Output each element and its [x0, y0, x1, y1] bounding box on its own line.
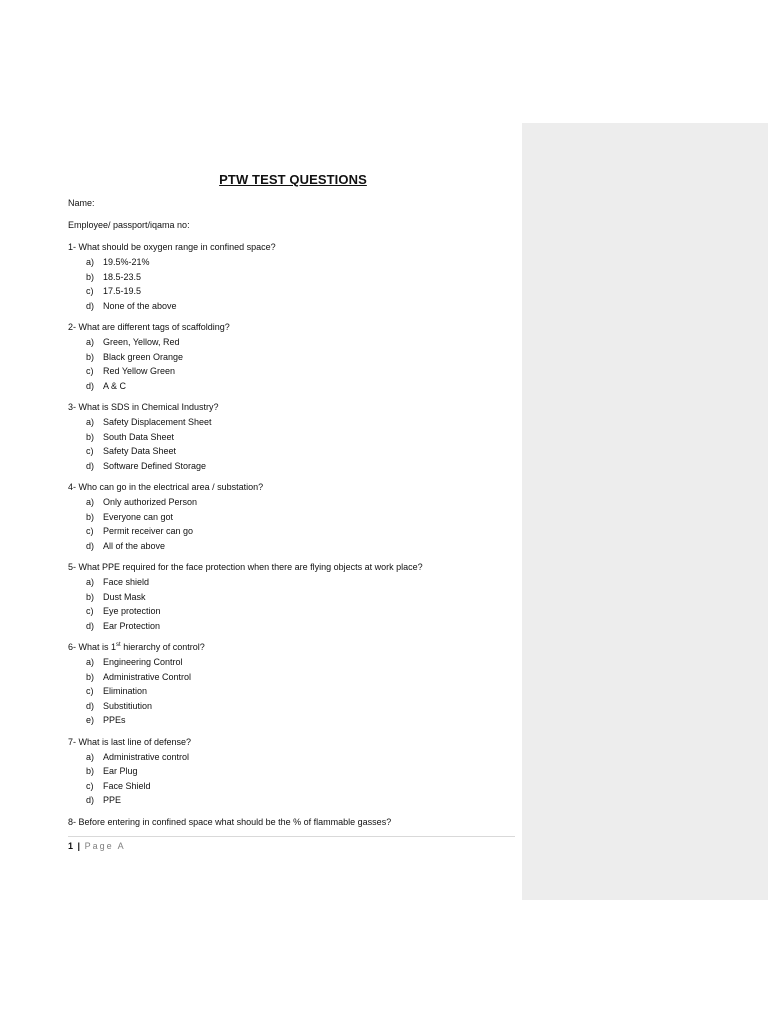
option-letter: c) — [86, 286, 94, 296]
question-7 — [68, 736, 518, 808]
option-letter: b) — [86, 511, 95, 522]
option-item — [68, 495, 518, 510]
option-text: Black green Orange — [103, 351, 184, 362]
option-text: Face shield — [103, 577, 150, 587]
question-8 — [68, 816, 518, 829]
option-letter: d) — [86, 380, 95, 391]
option-text: Everyone can got — [103, 511, 174, 522]
option-item — [68, 764, 518, 779]
option-letter: a) — [86, 751, 95, 762]
option-text: Administrative Control — [103, 671, 192, 682]
question-text: 3- What is SDS in Chemical Industry? — [68, 402, 219, 412]
option-item — [68, 619, 518, 634]
option-text: Ear Plug — [103, 766, 138, 776]
footer-divider — [68, 836, 515, 837]
comment-margin-panel — [522, 123, 768, 900]
option-text: Green, Yellow, Red — [103, 337, 180, 347]
option-letter: b) — [86, 671, 95, 682]
option-text: PPEs — [103, 715, 126, 725]
option-letter: b) — [86, 431, 95, 442]
option-letter: d) — [86, 795, 95, 805]
option-text: Engineering Control — [103, 657, 183, 667]
option-text: Substitiution — [103, 700, 153, 711]
question-text-start: 6- What is 1 — [68, 642, 117, 652]
question-2 — [68, 321, 518, 393]
option-item — [68, 299, 518, 314]
option-letter: a) — [86, 257, 95, 267]
question-text: 2- What are different tags of scaffolding? — [68, 322, 230, 332]
option-list — [68, 415, 518, 473]
option-letter: a) — [86, 577, 95, 587]
option-item — [68, 604, 518, 619]
question-6 — [68, 641, 518, 728]
option-item — [68, 379, 518, 394]
option-letter: c) — [86, 446, 94, 456]
option-text: Dust Mask — [103, 591, 146, 602]
option-list — [68, 495, 518, 553]
option-text: Red Yellow Green — [103, 366, 176, 376]
option-list — [68, 255, 518, 313]
option-text: 19.5%-21% — [103, 257, 150, 267]
option-text: Administrative control — [103, 751, 190, 762]
option-item — [68, 459, 518, 474]
option-text: 17.5-19.5 — [103, 286, 142, 296]
option-text: Safety Data Sheet — [103, 446, 177, 456]
option-letter: d) — [86, 300, 95, 311]
option-item — [68, 364, 518, 379]
option-letter: a) — [86, 417, 95, 427]
option-item — [68, 539, 518, 554]
option-list — [68, 335, 518, 393]
option-letter: b) — [86, 271, 95, 282]
option-item — [68, 670, 518, 685]
option-item — [68, 750, 518, 765]
question-text: 1- What should be oxygen range in confined space? — [68, 242, 276, 252]
option-item — [68, 575, 518, 590]
option-item — [68, 255, 518, 270]
option-text: Safety Displacement Sheet — [103, 417, 212, 427]
option-list — [68, 750, 518, 808]
option-letter: b) — [86, 766, 95, 776]
option-item — [68, 270, 518, 285]
question-text-end: hierarchy of control? — [120, 642, 205, 652]
option-list — [68, 655, 518, 728]
question-1 — [68, 241, 518, 313]
option-text: Software Defined Storage — [103, 460, 207, 471]
question-text: 8- Before entering in confined space what should be the % of flammable gasses? — [68, 816, 392, 827]
question-text — [68, 641, 518, 654]
option-item — [68, 524, 518, 539]
question-text: 4- Who can go in the electrical area / substation? — [68, 482, 264, 492]
option-letter: c) — [86, 686, 94, 696]
option-item — [68, 793, 518, 808]
option-letter: d) — [86, 540, 95, 551]
option-item — [68, 699, 518, 714]
option-item — [68, 713, 518, 728]
document-title: PTW TEST QUESTIONS — [219, 172, 367, 187]
option-item — [68, 430, 518, 445]
option-item — [68, 415, 518, 430]
option-text: None of the above — [103, 300, 177, 311]
employee-id-field-label: Employee/ passport/iqama no: — [68, 220, 190, 230]
option-text: All of the above — [103, 540, 166, 551]
option-list — [68, 575, 518, 633]
option-item — [68, 510, 518, 525]
name-field-label: Name: — [68, 198, 95, 208]
option-letter: b) — [86, 351, 95, 362]
option-item — [68, 284, 518, 299]
question-4 — [68, 481, 518, 553]
ordinal-superscript: st — [116, 642, 121, 648]
option-letter: a) — [86, 497, 95, 507]
option-text: 18.5-23.5 — [103, 271, 142, 282]
option-letter: c) — [86, 780, 94, 791]
page-footer — [68, 840, 126, 852]
option-item — [68, 444, 518, 459]
option-item — [68, 684, 518, 699]
option-text: South Data Sheet — [103, 431, 175, 442]
option-letter: d) — [86, 460, 95, 471]
option-text: Eye protection — [103, 606, 161, 616]
option-text: PPE — [103, 795, 122, 805]
option-letter: d) — [86, 620, 95, 631]
option-letter: b) — [86, 591, 95, 602]
option-text: Ear Protection — [103, 620, 161, 631]
option-letter: d) — [86, 700, 95, 711]
option-text: Permit receiver can go — [103, 526, 194, 536]
option-letter: c) — [86, 606, 94, 616]
option-letter: e) — [86, 715, 95, 725]
option-item — [68, 779, 518, 794]
option-item — [68, 655, 518, 670]
option-text: Elimination — [103, 686, 148, 696]
page-label: Page A — [84, 841, 126, 851]
page-content — [68, 172, 518, 837]
question-text: 5- What PPE required for the face protection when there are flying objects at work place? — [68, 562, 423, 572]
option-item — [68, 335, 518, 350]
option-letter: a) — [86, 337, 95, 347]
option-text: A & C — [103, 380, 127, 391]
option-letter: a) — [86, 657, 95, 667]
question-text: 7- What is last line of defense? — [68, 736, 192, 747]
option-text: Only authorized Person — [103, 497, 198, 507]
option-text: Face Shield — [103, 780, 151, 791]
question-3 — [68, 401, 518, 473]
option-item — [68, 590, 518, 605]
question-5 — [68, 561, 518, 633]
page-number: 1 — [68, 841, 74, 851]
option-letter: c) — [86, 526, 94, 536]
option-letter: c) — [86, 366, 94, 376]
footer-separator: | — [77, 841, 81, 851]
option-item — [68, 350, 518, 365]
